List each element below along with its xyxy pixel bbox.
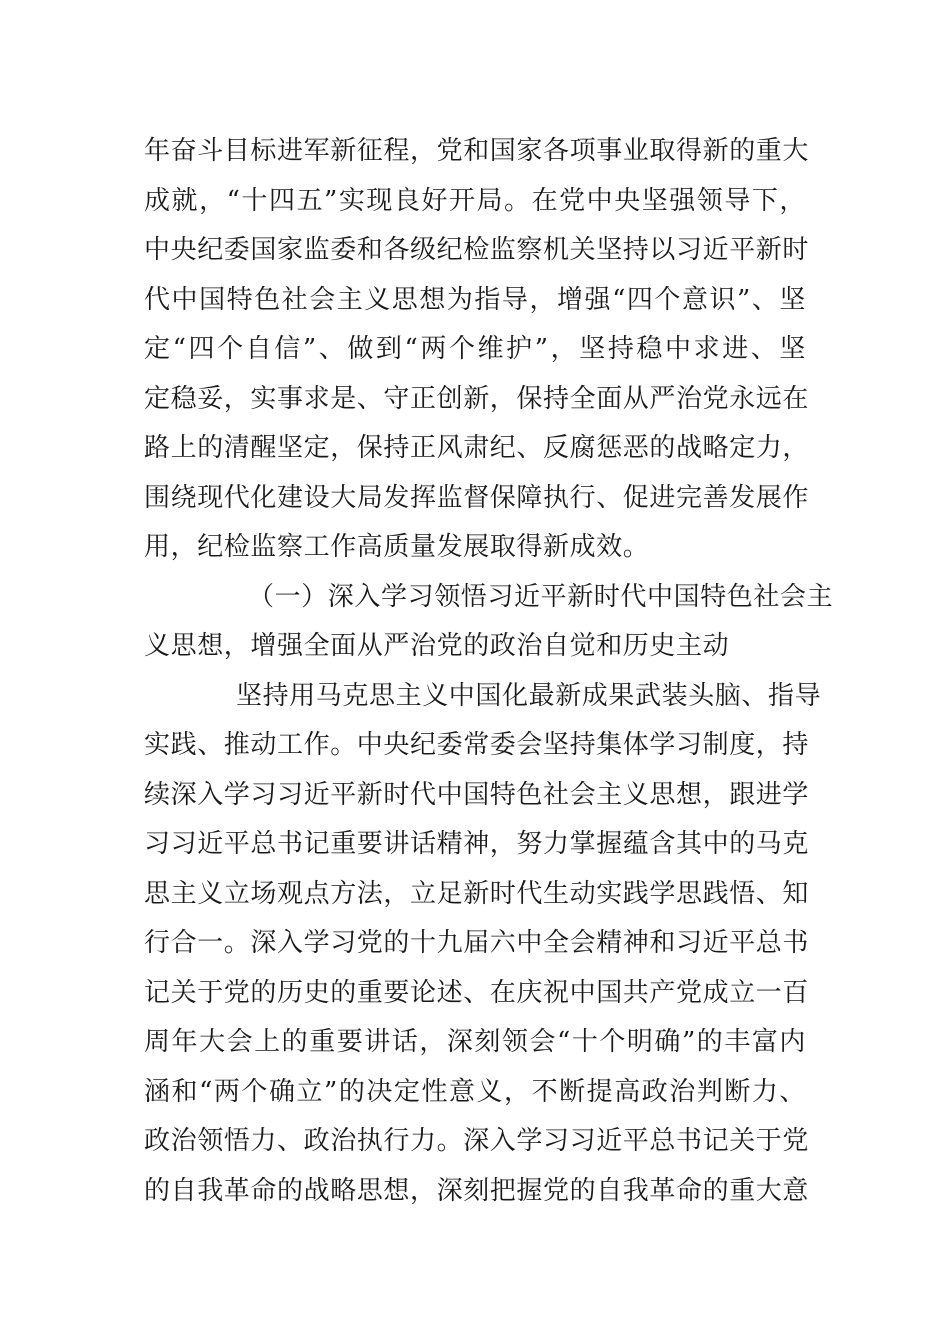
body-line-2: 成就，“十四五”实现良好开局。在党中央坚强领导下， (144, 185, 806, 216)
body-line-7: 路上的清醒坚定，保持正风肃纪、反腐惩恶的战略定力， (144, 433, 810, 463)
body-line-1: 年奋斗目标进军新征程，党和国家各项事业取得新的重大 (144, 136, 810, 166)
body-line-21: 政治领悟力、政治执行力。深入学习习近平总书记关于党 (144, 1126, 810, 1156)
section-heading-line-1: （一）深入学习领悟习近平新时代中国特色社会主 (248, 581, 834, 612)
body-line-20: 涵和“两个确立”的决定性意义，不断提高政治判断力、 (144, 1076, 806, 1107)
body-line-18: 记关于党的历史的重要论述、在庆祝中国共产党成立一百 (144, 977, 810, 1008)
body-line-9: 用，纪检监察工作高质量发展取得新成效。 (144, 532, 650, 562)
body-line-17: 行合一。深入学习党的十九届六中全会精神和习近平总书 (144, 928, 810, 958)
document-body (144, 127, 834, 1216)
body-line-12: 坚持用马克思主义中国化最新成果武装头脑、指导 (236, 680, 822, 711)
body-line-5: 定“四个自信”、做到“两个维护”，坚持稳中求进、坚 (144, 334, 806, 364)
body-line-4: 代中国特色社会主义思想为指导，增强“四个意识”、坚 (144, 284, 806, 315)
body-line-15: 习习近平总书记重要讲话精神，努力掌握蕴含其中的马克 (144, 829, 810, 859)
body-line-22: 的自我革命的战略思想，深刻把握党的自我革命的重大意 (144, 1175, 810, 1206)
body-line-14: 续深入学习习近平新时代中国特色社会主义思想，跟进学 (144, 779, 810, 810)
body-line-13: 实践、推动工作。中央纪委常委会坚持集体学习制度，持 (144, 730, 810, 760)
body-line-19: 周年大会上的重要讲话，深刻领会“十个明确”的丰富内 (144, 1027, 806, 1057)
body-line-3: 中央纪委国家监委和各级纪检监察机关坚持以习近平新时 (144, 235, 810, 265)
body-line-16: 思主义立场观点方法，立足新时代生动实践学思践悟、知 (144, 878, 810, 909)
section-heading-line-2: 义思想，增强全面从严治党的政治自觉和历史主动 (144, 631, 730, 661)
body-line-6: 定稳妥，实事求是、守正创新，保持全面从严治党永远在 (144, 383, 810, 414)
body-line-8: 围绕现代化建设大局发挥监督保障执行、促进完善发展作 (144, 482, 810, 513)
